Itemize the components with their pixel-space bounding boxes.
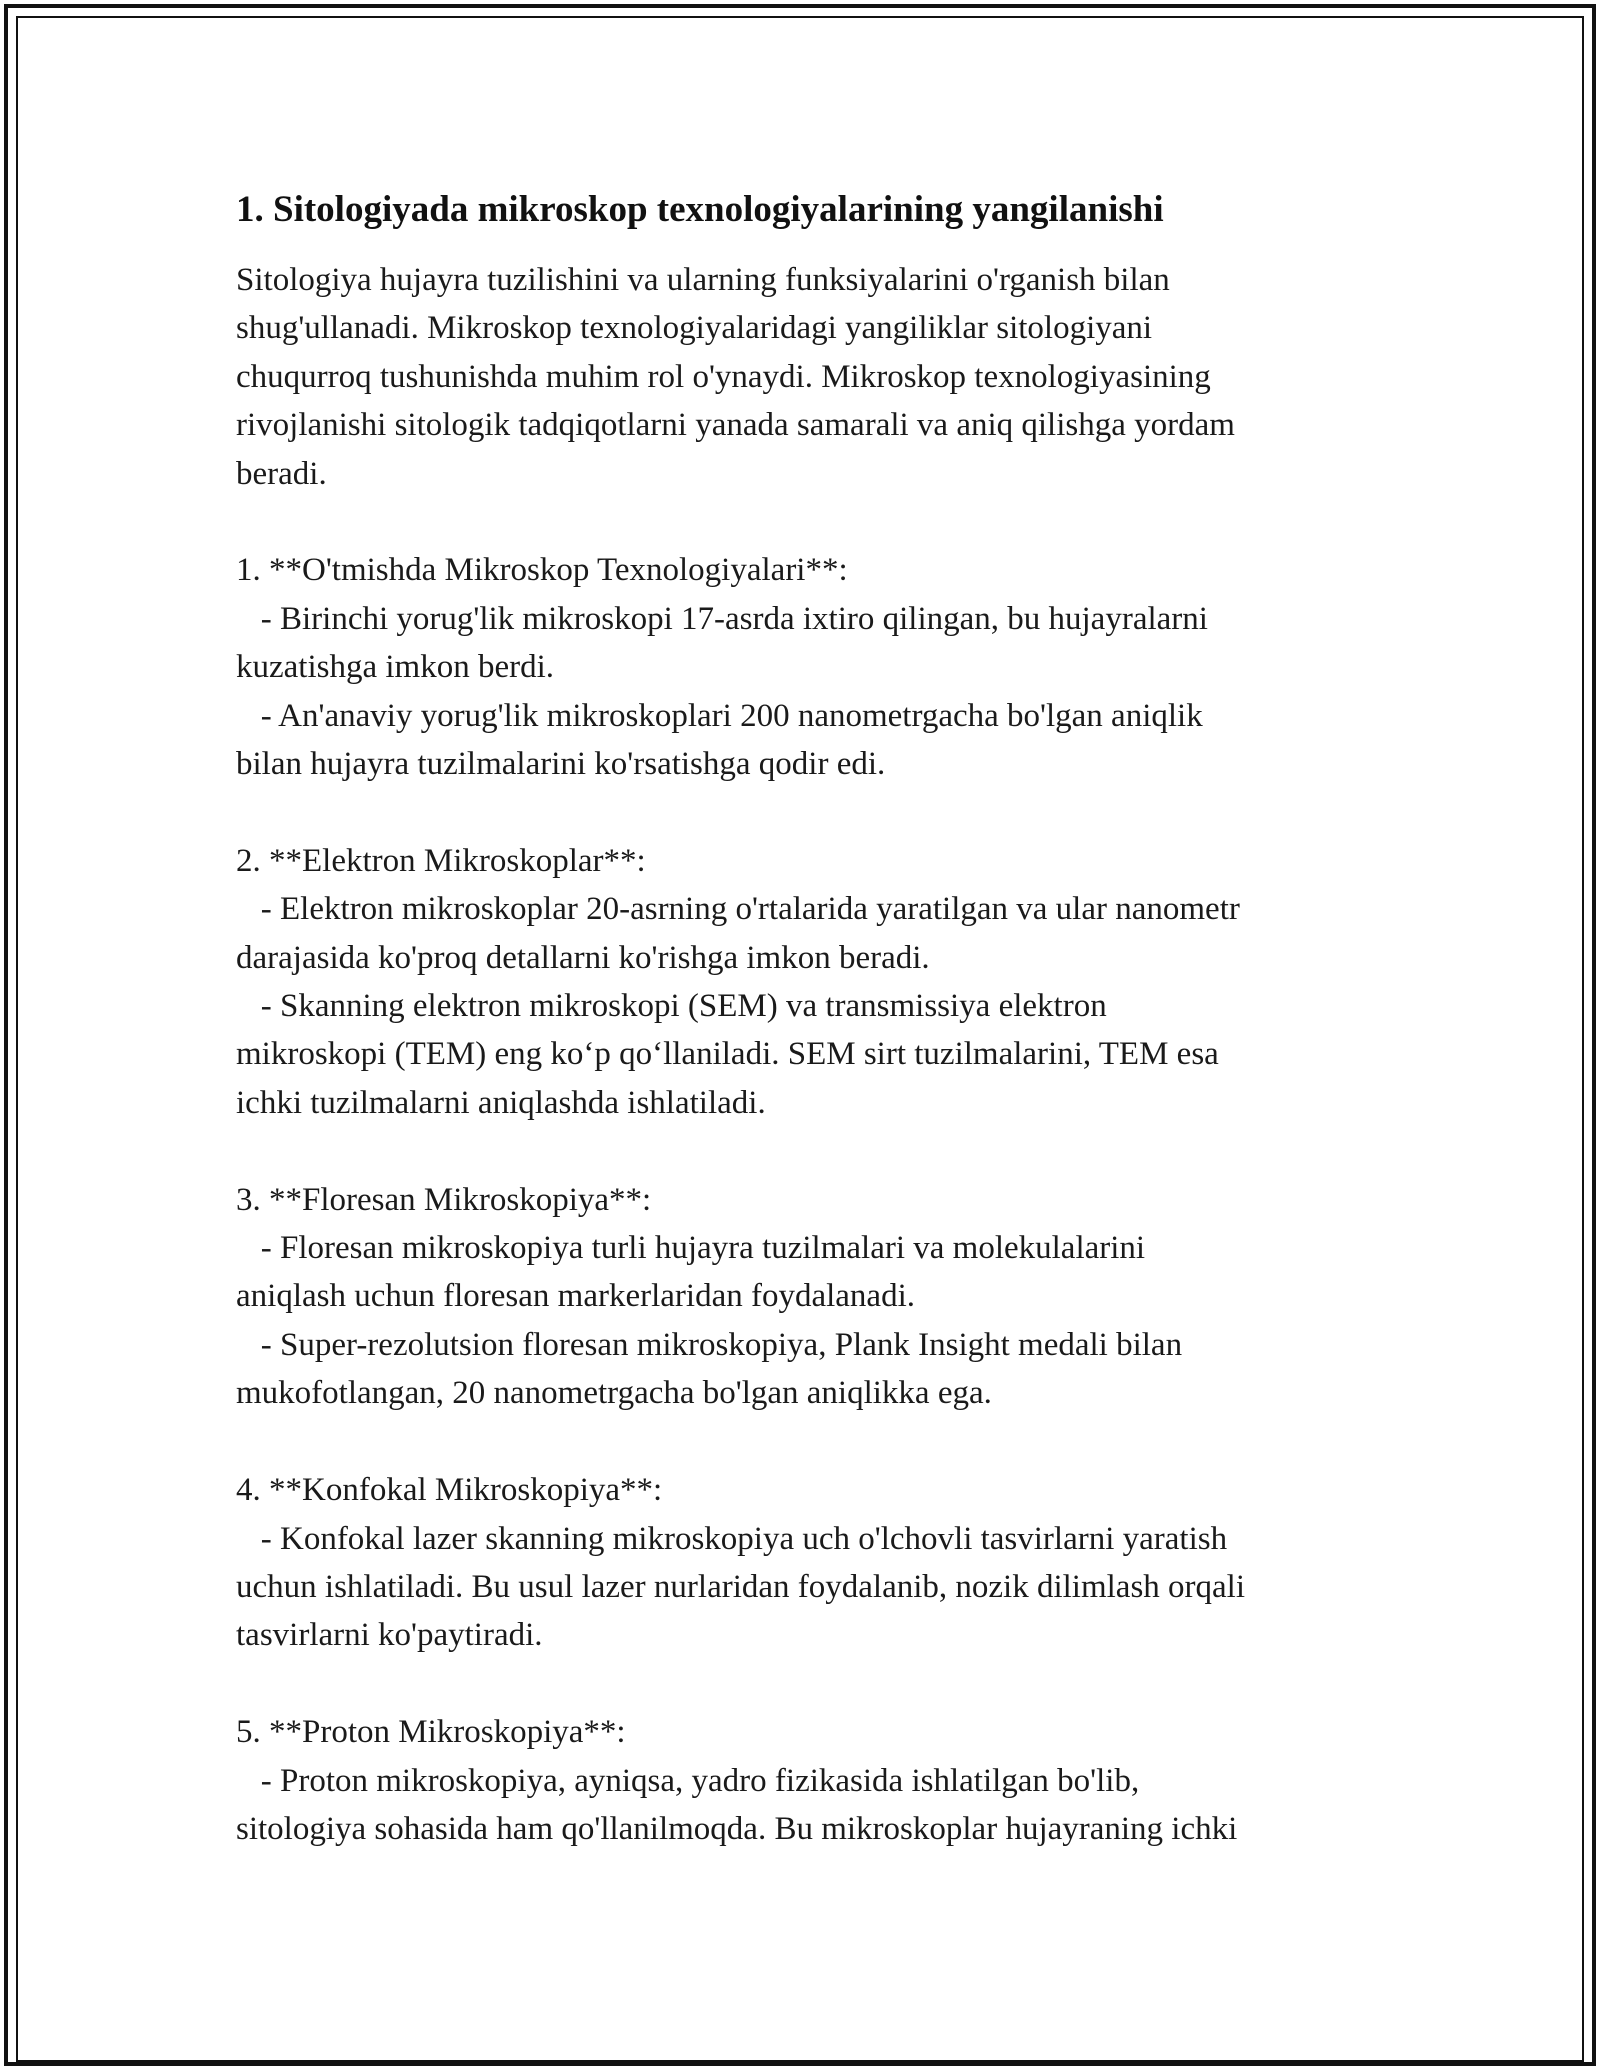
document-title: 1. Sitologiyada mikroskop texnologiyalarining yangilanishi: [236, 189, 1164, 230]
paragraph-spacer: [236, 788, 1366, 836]
intro-paragraph: Sitologiya hujayra tuzilishini va ularning funksiyalarini o'rganish bilan shug'ullanadi. Mikroskop texnologiyalaridagi yangiliklar sitologiyani chuqurroq tushunishda muhim rol o'ynaydi. Mikroskop texnologiyasining rivojlanishi sitologik tadqiqotlarni yanada samarali va aniq qilishga yordam beradi.: [236, 262, 1235, 492]
section-item: - Floresan mikroskopiya turli hujayra tuzilmalari va molekulalarini aniqlash uchun floresan markerlaridan foydalanadi.: [236, 1230, 1146, 1315]
section-heading: 5. **Proton Mikroskopiya**:: [236, 1714, 626, 1751]
paragraph-spacer: [236, 498, 1366, 546]
section-proton-microscopy: [236, 1708, 1366, 1853]
section-item: - Super-rezolutsion floresan mikroskopiya, Plank Insight medali bilan mukofotlangan, 20 nanometrgacha bo'lgan aniqlikka ega.: [236, 1326, 1183, 1412]
paragraph-spacer: [236, 1660, 1366, 1708]
section-heading: 2. **Elektron Mikroskoplar**:: [236, 842, 646, 879]
section-electron-microscopes: [236, 837, 1366, 1127]
document-body: [236, 186, 1366, 1853]
section-item: - An'anaviy yorug'lik mikroskoplari 200 nanometrgacha bo'lgan aniqlik bilan hujayra tuzilmalarini ko'rsatishga qodir edi.: [236, 697, 1203, 783]
section-confocal-microscopy: [236, 1466, 1366, 1660]
section-item: - Proton mikroskopiya, ayniqsa, yadro fizikasida ishlatilgan bo'lib, sitologiya sohasida ham qo'llanilmoqda. Bu mikroskoplar hujayraning ichki: [236, 1762, 1238, 1847]
paragraph-spacer: [236, 1127, 1366, 1175]
section-item: - Konfokal lazer skanning mikroskopiya uch o'lchovli tasvirlarni yaratish uchun ishlatiladi. Bu usul lazer nurlaridan foydalanib, nozik dilimlash orqali tasvirlarni ko'paytiradi.: [236, 1520, 1246, 1654]
section-item: - Elektron mikroskoplar 20-asrning o'rtalarida yaratilgan va ular nanometr darajasida ko'proq detallarni ko'rishga imkon beradi.: [236, 891, 1240, 976]
paragraph-spacer: [236, 1418, 1366, 1466]
section-heading: 1. **O'tmishda Mikroskop Texnologiyalari**:: [236, 552, 848, 589]
section-fluorescence-microscopy: [236, 1176, 1366, 1418]
section-item: - Birinchi yorug'lik mikroskopi 17-asrda ixtiro qilingan, bu hujayralarni kuzatishga imkon berdi.: [236, 600, 1208, 686]
section-past-microscopes: [236, 546, 1366, 788]
section-heading: 3. **Floresan Mikroskopiya**:: [236, 1181, 652, 1218]
section-item: - Skanning elektron mikroskopi (SEM) va transmissiya elektron mikroskopi (TEM) eng koʻp qoʻllaniladi. SEM sirt tuzilmalarini, TEM esa ichki tuzilmalarni aniqlashda ishlatiladi.: [236, 988, 1219, 1121]
section-heading: 4. **Konfokal Mikroskopiya**:: [236, 1472, 663, 1509]
